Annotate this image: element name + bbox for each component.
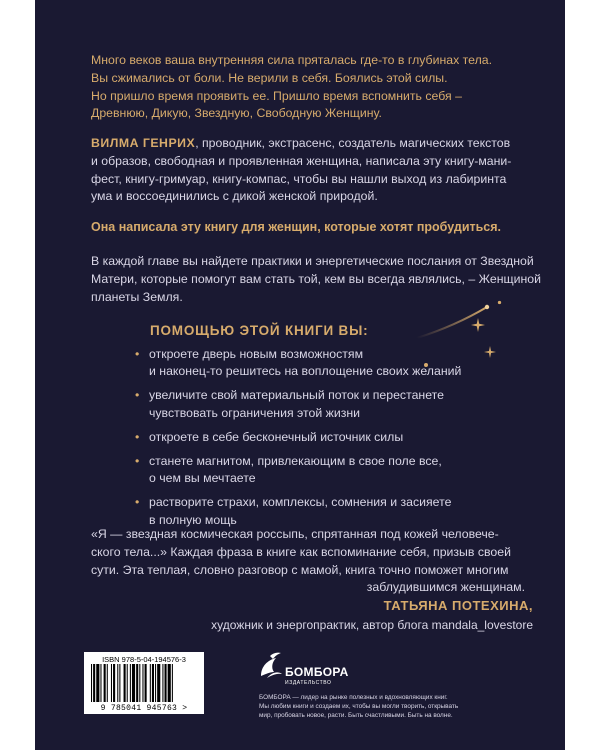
- barcode: [84, 652, 204, 714]
- barcode-bar: [119, 664, 120, 702]
- bullet: •: [135, 347, 140, 361]
- barcode-digits: 9 785041 945763 >: [100, 704, 188, 713]
- barcode-bar: [168, 664, 171, 702]
- barcode-bar: [96, 664, 99, 702]
- shooting-star-icon: [415, 300, 500, 340]
- barcode-bar: [113, 664, 115, 702]
- list-item: [135, 429, 515, 446]
- reviewer-name: ТАТЬЯНА ПОТЕХИНА,: [383, 598, 533, 613]
- bullet: •: [135, 388, 140, 403]
- bullet: •: [135, 454, 140, 469]
- list-item: [135, 387, 515, 421]
- bio-line: ума и воссоединились с дикой женской природой.: [91, 189, 378, 204]
- bio-line: [91, 135, 531, 153]
- author-name: ВИЛМА ГЕНРИХ: [91, 136, 196, 150]
- practices-line: планеты Земля.: [91, 289, 183, 304]
- intro-line: Древнюю, Дикую, Звездную, Свободную Женщину.: [91, 106, 382, 121]
- publisher-subtitle: ИЗДАТЕЛЬСТВО: [285, 680, 332, 686]
- benefits-title: ПОМОЩЬЮ ЭТОЙ КНИГИ ВЫ:: [150, 323, 369, 338]
- author-bio: [91, 135, 531, 206]
- barcode-bar: [132, 664, 135, 702]
- list-item-line: увеличите свой материальный поток и перестанете: [149, 388, 444, 403]
- quote-line: сути. Эта теплая, словно разговор с мамой, книга точно поможет многим: [91, 562, 509, 577]
- bullet: •: [135, 429, 140, 444]
- review-quote: [91, 526, 541, 597]
- barcode-bar: [127, 664, 128, 702]
- list-item-line: растворите страхи, комплексы, сомнения и засияете: [149, 495, 452, 510]
- barcode-bar: [104, 664, 106, 702]
- reviewer-role: художник и энергопрактик, автор блога mandala_lovestore: [211, 618, 533, 632]
- barcode-bar: [142, 664, 143, 702]
- barcode-bar: [93, 664, 95, 702]
- benefits-list: [135, 346, 515, 536]
- back-cover: [35, 0, 565, 750]
- list-item-line: станете магнитом, привлекающим в свое поле все,: [149, 454, 442, 469]
- tagline: Она написала эту книгу для женщин, которые хотят пробудиться.: [91, 220, 502, 234]
- barcode-bar: [145, 664, 147, 702]
- barcode-bar: [107, 664, 108, 702]
- bio-line-rest: , проводник, экстрасенс, создатель магических текстов: [195, 136, 511, 150]
- quote-line: «Я — звездная космическая россыпь, спрятанная под кожей человече-: [91, 527, 499, 541]
- intro-paragraph: [91, 52, 531, 123]
- barcode-bar: [111, 664, 112, 702]
- publisher-line: мир, пробовать новое, расти. Быть счастливыми. Быть на волне.: [259, 712, 453, 720]
- practices-line: В каждой главе вы найдете практики и энергетические послания от Звездной: [91, 254, 534, 268]
- barcode-bar: [100, 664, 101, 702]
- practices-paragraph: [91, 253, 541, 306]
- crescent-moon-icon: [118, 313, 146, 343]
- list-item: [135, 346, 515, 380]
- quote-line: заблудившимся женщинам.: [366, 580, 525, 595]
- publisher-description: [259, 693, 549, 721]
- list-item: [135, 453, 515, 487]
- barcode-bar: [150, 664, 151, 702]
- barcode-bar: [155, 664, 156, 702]
- barcode-bar: [172, 664, 173, 702]
- intro-line: Много веков ваша внутренняя сила пряталась где-то в глубинах тела.: [91, 53, 492, 67]
- barcode-bar: [152, 664, 154, 702]
- barcode-bar: [117, 664, 118, 702]
- list-item-line: о чем вы мечтаете: [149, 471, 256, 486]
- star-dot-icon: [497, 300, 502, 305]
- practices-line: Матери, которые помогут вам стать той, кем вы всегда являлись, – Женщиной: [91, 271, 541, 286]
- isbn-label: ISBN 978-5-04-194576-3: [102, 655, 186, 664]
- publisher-line: БОМБОРА — лидер на рынке полезных и вдохновляющих книг.: [259, 694, 448, 701]
- list-item-line: в полную мощь: [149, 512, 237, 527]
- barcode-bar: [139, 664, 140, 702]
- list-item: [135, 494, 515, 528]
- publisher-line: Мы любим книги и создаем их, чтобы вы могли творить, открывать: [259, 703, 459, 711]
- barcode-bar: [124, 664, 126, 702]
- quote-line: ского тела...» Каждая фраза в книге как вспоминание себя, призыв своей: [91, 544, 511, 559]
- barcode-bar: [157, 664, 160, 702]
- bio-line: фест, книгу-гримуар, книгу-компас, чтобы вы нашли выход из лабиринта: [91, 171, 507, 186]
- intro-line: Вы сжимались от боли. Не верили в себя. Боялись этой силы.: [91, 70, 448, 85]
- publisher-name: БОМБОРА: [285, 665, 349, 679]
- list-item-line: откроете дверь новым возможностям: [149, 347, 364, 361]
- bio-line: и образов, свободная и проявленная женщина, написала эту книгу-мани-: [91, 153, 512, 168]
- barcode-bar: [136, 664, 138, 702]
- intro-line: Но пришло время проявить ее. Пришло время вспомнить себя –: [91, 88, 462, 103]
- barcode-bar: [130, 664, 131, 702]
- list-item-line: и наконец-то решитесь на воплощение своих желаний: [149, 364, 462, 379]
- list-item-line: откроете в себе бесконечный источник силы: [149, 429, 404, 444]
- barcode-bar: [162, 664, 163, 702]
- list-item-line: чувствовать ограничения этой жизни: [149, 405, 361, 420]
- bullet: •: [135, 495, 140, 510]
- barcode-bar: [91, 664, 92, 702]
- bombora-logo-icon: [258, 650, 284, 680]
- barcode-bars: [87, 664, 201, 704]
- barcode-bar: [165, 664, 167, 702]
- sparkle-icon: [471, 318, 485, 332]
